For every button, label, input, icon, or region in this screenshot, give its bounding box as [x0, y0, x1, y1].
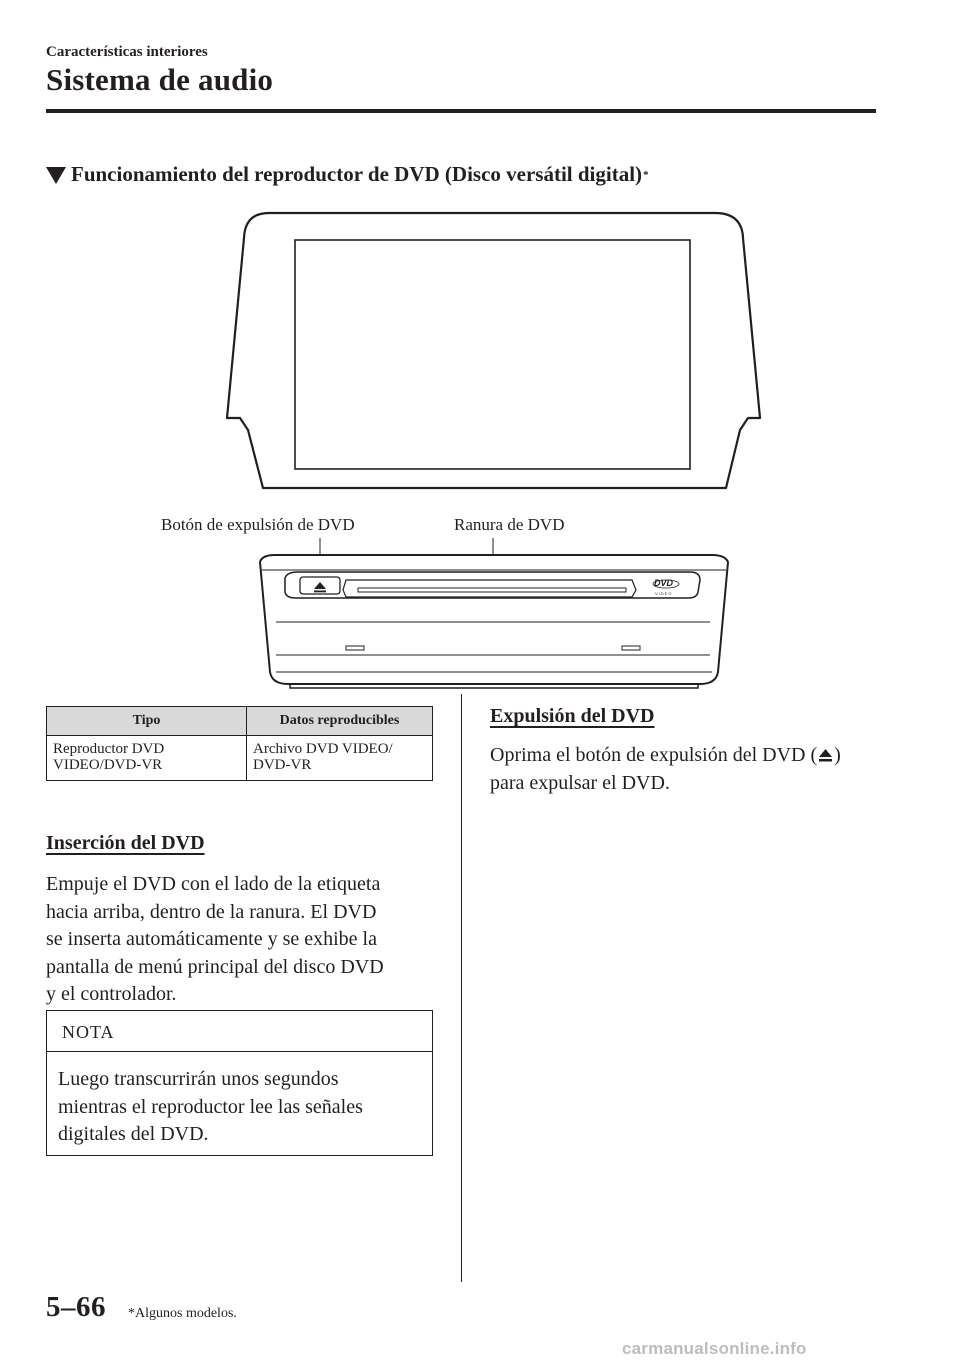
- optional-marker: *: [643, 168, 649, 181]
- eject-button-callout: Botón de expulsión de DVD: [161, 515, 355, 534]
- footnote: *Algunos modelos.: [128, 1306, 237, 1321]
- svg-text:DVD: DVD: [654, 578, 674, 588]
- table-cell-data: Archivo DVD VIDEO/ DVD-VR: [247, 736, 433, 781]
- ejection-body-after: ) para expulsar el DVD.: [490, 744, 841, 794]
- table-cell-type: Reproductor DVD VIDEO/DVD-VR: [47, 736, 247, 781]
- note-box: [46, 1010, 433, 1156]
- dvd-player-illustration: [150, 205, 810, 700]
- ejection-heading: Expulsión del DVD: [490, 705, 655, 727]
- insertion-body: Empuje el DVD con el lado de la etiqueta hacia arriba, dentro de la ranura. El DVD se inserta automáticamente y se exhibe la pantalla de menú principal del disco DVD y el controlador.: [46, 873, 384, 1005]
- svg-text:VIDEO: VIDEO: [655, 591, 673, 596]
- page-number: 5–66: [46, 1291, 106, 1323]
- column-divider: [461, 694, 462, 1282]
- column-header-data: Datos reproducibles: [247, 707, 433, 736]
- insertion-heading: Inserción del DVD: [46, 832, 205, 854]
- watermark: carmanualsonline.info: [622, 1339, 807, 1358]
- title-rule: [46, 109, 876, 113]
- note-title: NOTA: [62, 1022, 115, 1042]
- eject-icon: [818, 747, 833, 763]
- ejection-body-before: Oprima el botón de expulsión del DVD (: [490, 744, 818, 766]
- playable-data-table: [46, 706, 433, 781]
- page-title: Sistema de audio: [46, 62, 274, 97]
- ejection-body: [490, 742, 900, 797]
- dvd-slot: [358, 588, 626, 592]
- note-divider: [47, 1051, 432, 1052]
- note-body: Luego transcurrirán unos segundos mientras el reproductor lee las señales digitales del DVD.: [58, 1068, 363, 1145]
- table-header-row: [47, 707, 433, 736]
- section-kicker: Características interiores: [46, 44, 208, 60]
- screen-display: [295, 240, 690, 469]
- dvd-slot-callout: Ranura de DVD: [454, 515, 565, 534]
- triangle-bullet-icon: [46, 167, 66, 184]
- table-row: [47, 736, 433, 781]
- section-heading: [46, 162, 649, 187]
- column-header-type: Tipo: [47, 707, 247, 736]
- section-heading-text: Funcionamiento del reproductor de DVD (Disco versátil digital): [71, 162, 643, 186]
